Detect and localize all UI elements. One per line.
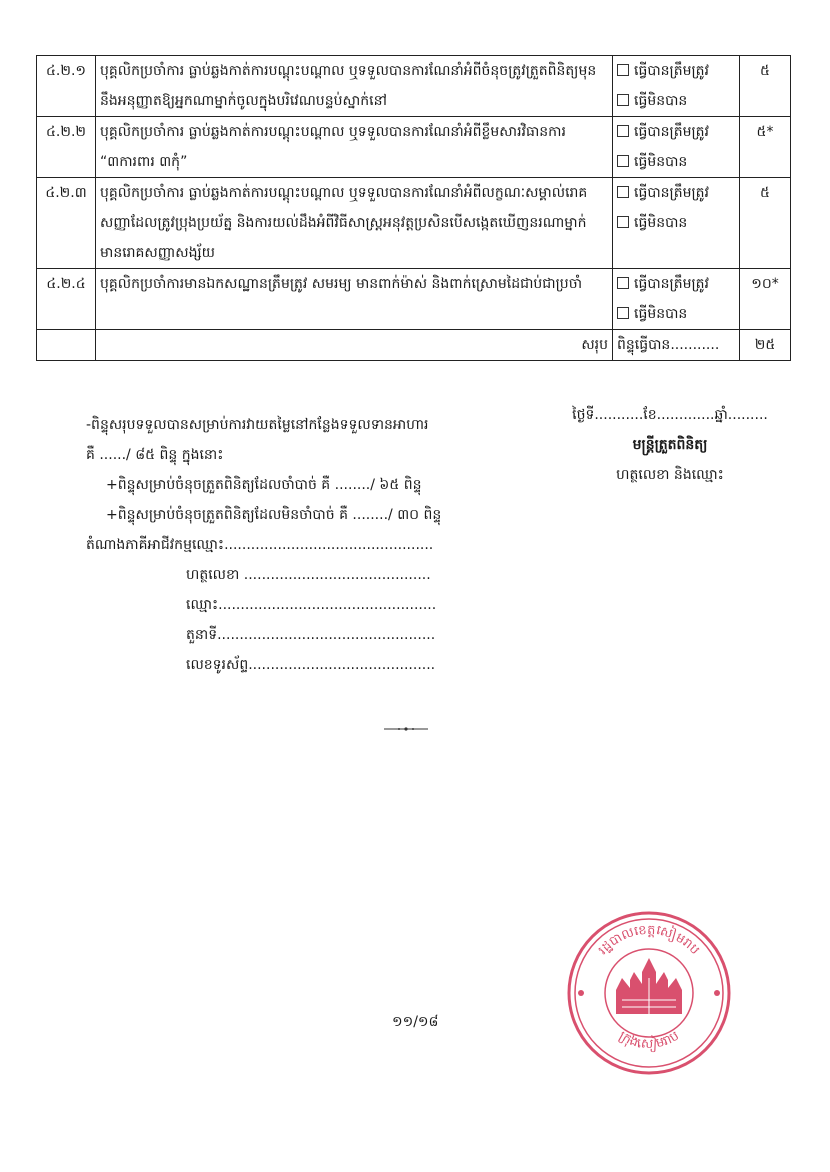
row-options xyxy=(613,117,740,178)
option-label: ធ្វើបានត្រឹមត្រូវ xyxy=(634,124,709,140)
total-score-text: ពិន្ទុធ្វើបាន........... xyxy=(613,330,740,361)
option-not-done[interactable] xyxy=(617,208,735,238)
svg-text:រដ្ឋបាលខេត្តសៀមរាប xyxy=(596,921,703,958)
page-number: ១១/១៨ xyxy=(392,1014,439,1030)
table-row xyxy=(37,178,791,269)
row-description: បុគ្គលិកប្រចាំការ ធ្លាប់ឆ្លងកាត់ការបណ្តុះបណ្តាល ឬទទួលបានការណែនាំអំពីលក្ខណៈសម្គាល់រោគសញ្ញាដែលត្រូវប្រុងប្រយ័ត្ន និងការយល់ដឹងអំពីវិធីសាស្រ្តអនុវត្តប្រសិនបើសង្កេតឃើញនរណាម្នាក់មានរោគសញ្ញាសង្ស័យ xyxy=(96,178,613,269)
option-done-correctly[interactable] xyxy=(617,56,735,86)
checkbox[interactable] xyxy=(617,216,629,228)
option-label: ធ្វើបានត្រឹមត្រូវ xyxy=(634,185,709,201)
table-row xyxy=(37,269,791,330)
row-options xyxy=(613,178,740,269)
option-not-done[interactable] xyxy=(617,86,735,116)
total-score: ២៥ xyxy=(740,330,791,361)
total-empty-cell xyxy=(37,330,96,361)
signature-line: ហត្ថលេខា .......................................... xyxy=(186,567,431,583)
total-label: សរុប xyxy=(96,330,613,361)
checkbox[interactable] xyxy=(617,307,629,319)
date-line: ថ្ងៃទី...........ខែ.............ឆ្នាំ......... xyxy=(572,407,768,423)
checkbox[interactable] xyxy=(617,277,629,289)
option-label: ធ្វើមិនបាន xyxy=(634,154,688,170)
summary-required-points: +ពិន្ទុសម្រាប់ចំនុចត្រួតពិនិត្យដែលចាំបាច់ គឺ ......../ ៦៥ ពិន្ទុ xyxy=(106,477,422,493)
checkbox[interactable] xyxy=(617,186,629,198)
phone-line: លេខទូរស័ព្ទ.......................................... xyxy=(186,657,436,673)
option-done-correctly[interactable] xyxy=(617,178,735,208)
row-code: ៤.២.៣ xyxy=(37,178,96,269)
position-line: តួនាទី................................................. xyxy=(186,627,436,643)
row-description: បុគ្គលិកប្រចាំការមានឯកសណ្ឋានត្រឹមត្រូវ សមរម្យ មានពាក់ម៉ាស់ និងពាក់ស្រោមដៃជាប់ជាប្រចាំ xyxy=(96,269,613,330)
option-label: ធ្វើបានត្រឹមត្រូវ xyxy=(634,63,709,79)
table-row xyxy=(37,56,791,117)
checkbox[interactable] xyxy=(617,94,629,106)
checkbox[interactable] xyxy=(617,64,629,76)
option-label: ធ្វើមិនបាន xyxy=(634,306,688,322)
option-done-correctly[interactable] xyxy=(617,117,735,147)
svg-text:ក្រុងសៀមរាប xyxy=(616,1029,682,1054)
total-row xyxy=(37,330,791,361)
summary-total-line: -ពិន្ទុសរុបទទួលបានសម្រាប់ការវាយតម្លៃនៅកន្លែងទទួលទានអាហារ xyxy=(86,417,429,433)
row-code: ៤.២.១ xyxy=(37,56,96,117)
option-done-correctly[interactable] xyxy=(617,269,735,299)
stamp-bottom-text: ក្រុងសៀមរាប xyxy=(616,1028,682,1053)
row-score: ៥ xyxy=(740,56,791,117)
row-options xyxy=(613,56,740,117)
checklist-table xyxy=(36,55,791,361)
option-not-done[interactable] xyxy=(617,147,735,177)
row-score: ១០* xyxy=(740,269,791,330)
name-line: ឈ្មោះ................................................. xyxy=(186,597,437,613)
inspector-block xyxy=(540,400,800,490)
row-score: ៥ xyxy=(740,178,791,269)
score-summary xyxy=(86,410,441,680)
option-label: ធ្វើមិនបាន xyxy=(634,215,688,231)
summary-total-points: គឺ ....../ ៨៥ ពិន្ទុ ក្នុងនោះ xyxy=(86,447,224,463)
inspector-subtitle: ហត្ថលេខា និងឈ្មោះ xyxy=(616,467,724,483)
option-label: ធ្វើមិនបាន xyxy=(634,93,688,109)
official-stamp-icon xyxy=(564,908,734,1078)
ornament-divider xyxy=(384,726,428,732)
row-options xyxy=(613,269,740,330)
checkbox[interactable] xyxy=(617,125,629,137)
row-code: ៤.២.២ xyxy=(37,117,96,178)
row-description: បុគ្គលិកប្រចាំការ ធ្លាប់ឆ្លងកាត់ការបណ្តុះបណ្តាល ឬទទួលបានការណែនាំអំពីខ្លឹមសារវិធានការ “៣ការពារ ៣កុំ” xyxy=(96,117,613,178)
stamp-top-text: រដ្ឋបាលខេត្តសៀមរាប xyxy=(595,922,703,958)
checkbox[interactable] xyxy=(617,155,629,167)
table-row xyxy=(37,117,791,178)
row-code: ៤.២.៤ xyxy=(37,269,96,330)
option-not-done[interactable] xyxy=(617,299,735,329)
inspector-title: មន្ត្រីត្រួតពិនិត្យ xyxy=(632,437,708,453)
row-score: ៥* xyxy=(740,117,791,178)
option-label: ធ្វើបានត្រឹមត្រូវ xyxy=(634,276,709,292)
row-description: បុគ្គលិកប្រចាំការ ធ្លាប់ឆ្លងកាត់ការបណ្តុះបណ្តាល ឬទទួលបានការណែនាំអំពីចំនុចត្រូវត្រួតពិនិត្យមុននឹងអនុញ្ញាតឱ្យអ្នកណាម្នាក់ចូលក្នុងបរិវេណបន្ទប់ស្នាក់នៅ xyxy=(96,56,613,117)
summary-optional-points: +ពិន្ទុសម្រាប់ចំនុចត្រួតពិនិត្យដែលមិនចាំបាច់ គឺ ......../ ៣០ ពិន្ទុ xyxy=(106,507,442,523)
business-representative: តំណាងភាគីអាជីវកម្មឈ្មោះ............................................... xyxy=(86,537,434,553)
